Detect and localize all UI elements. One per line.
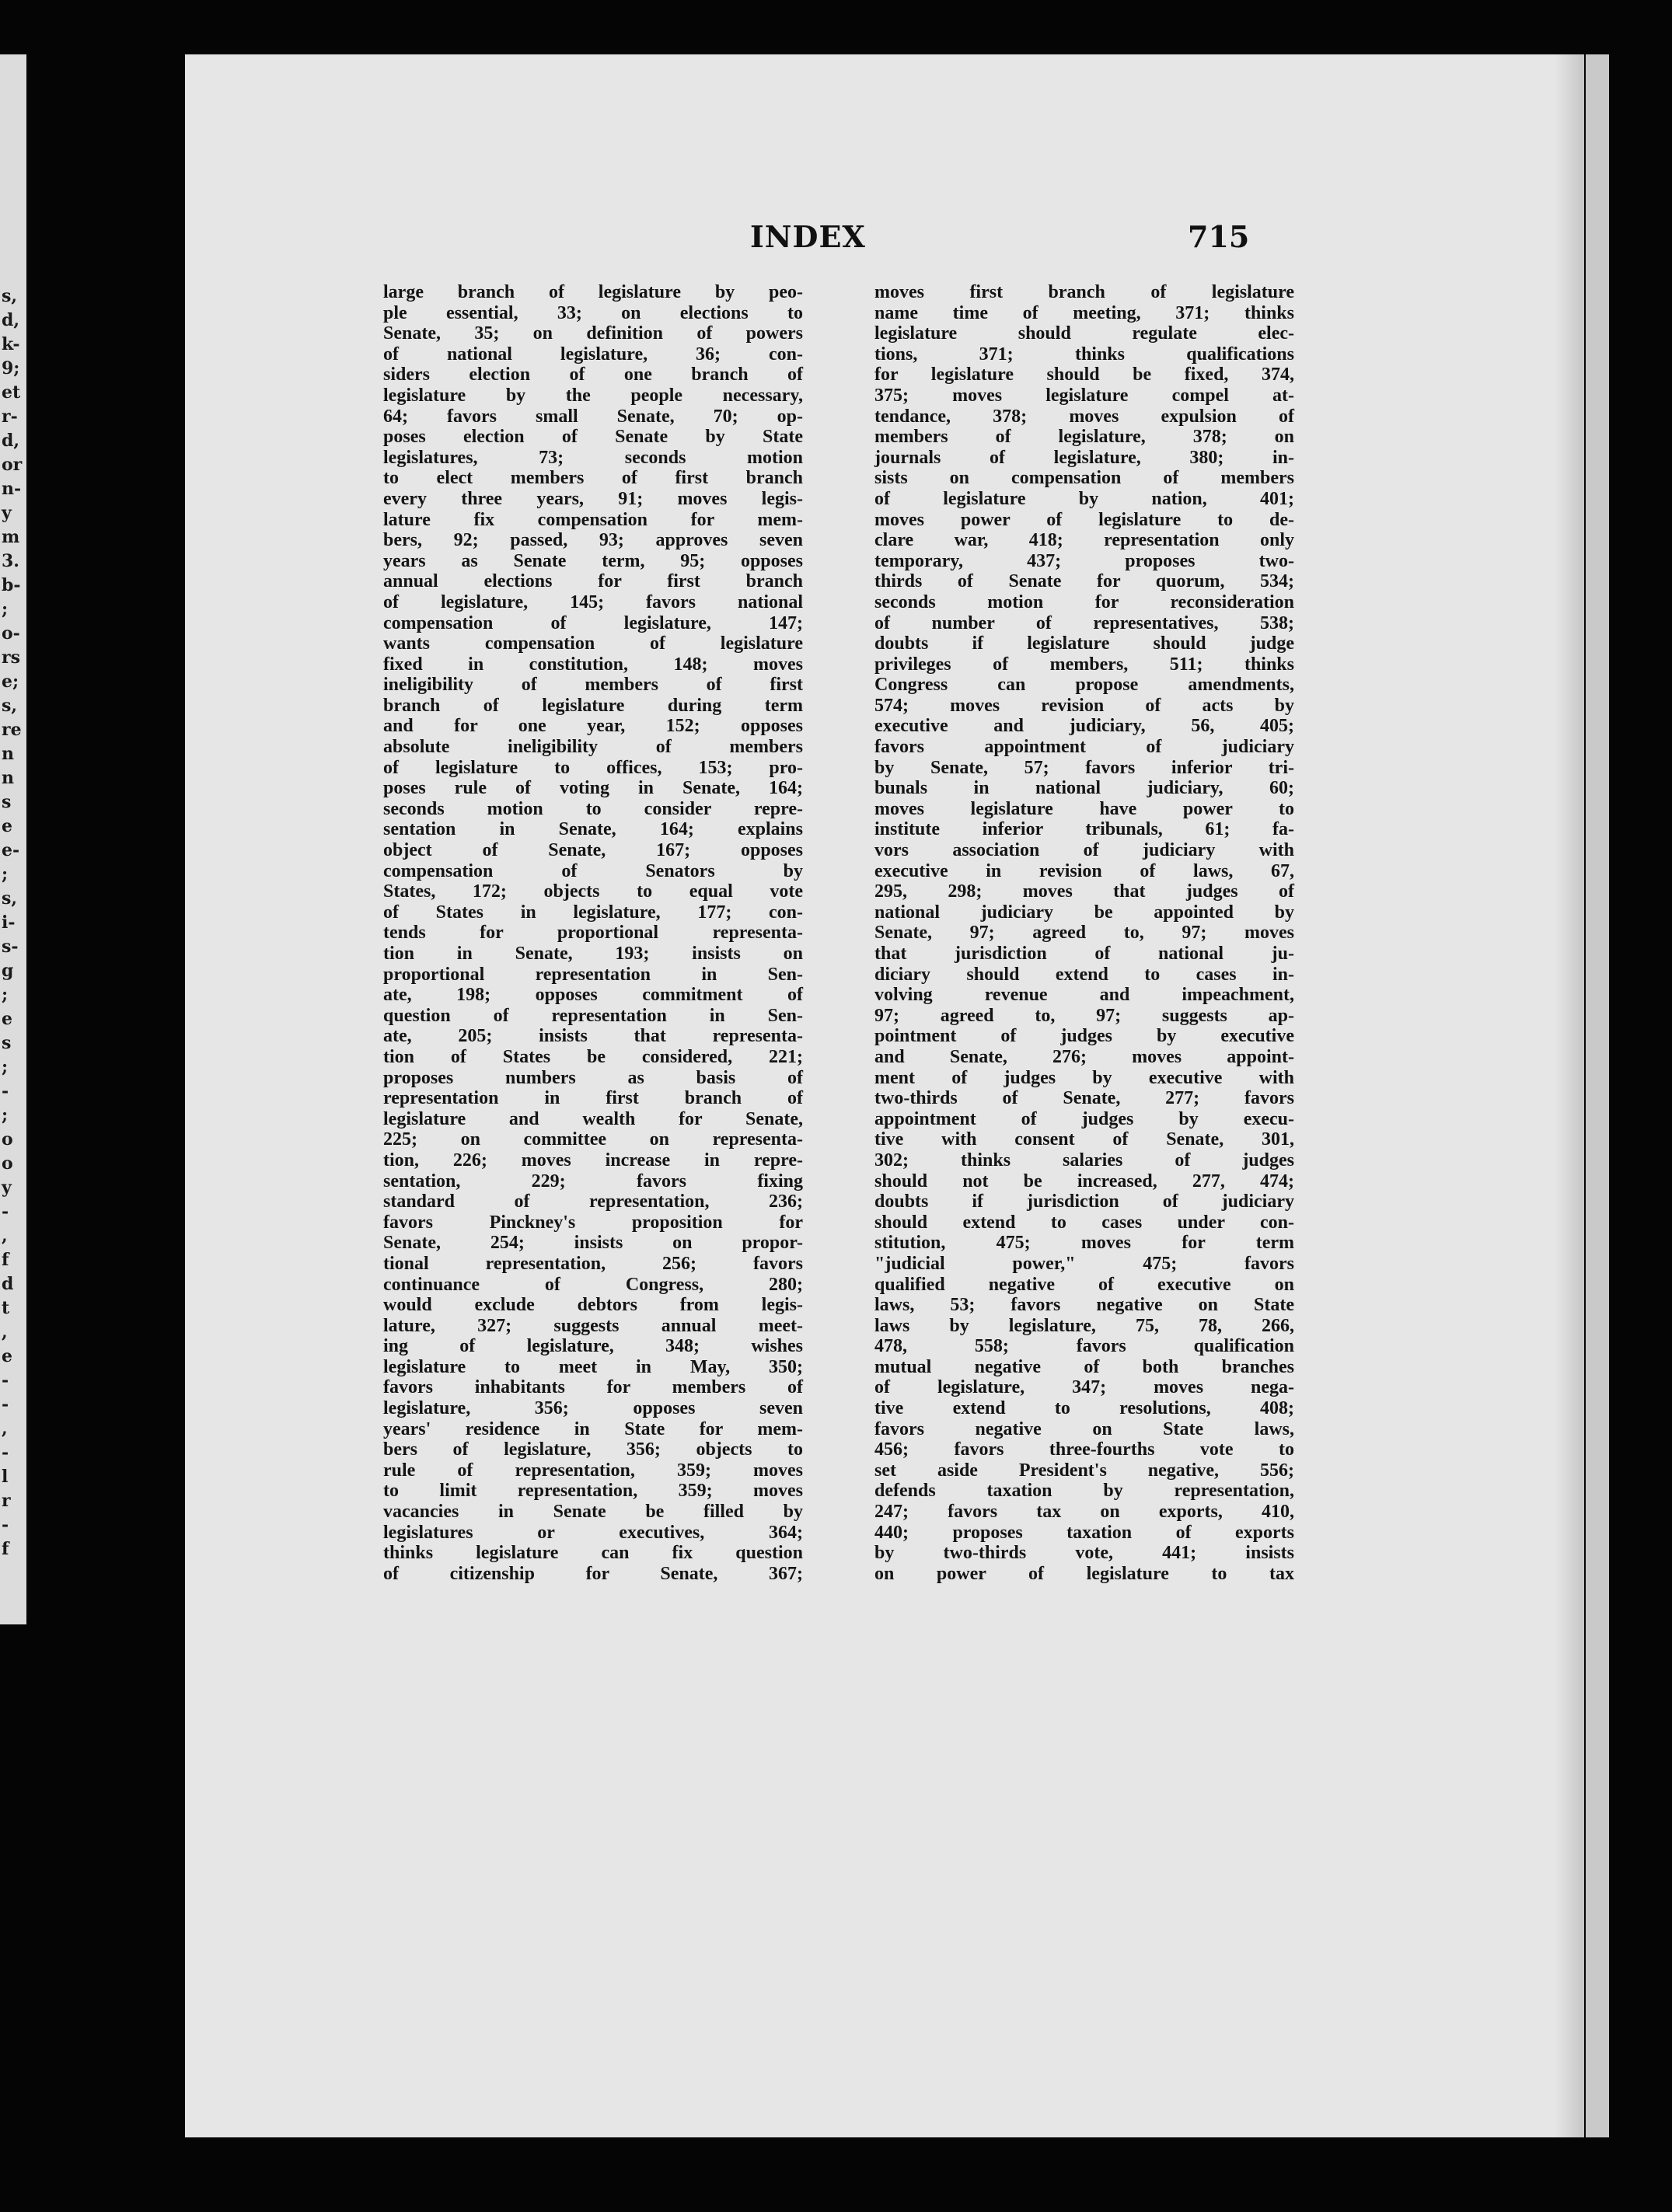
index-line: 456; favors three-fourths vote to xyxy=(874,1439,1294,1460)
margin-fragment: - xyxy=(2,1370,9,1390)
index-line: favors appointment of judiciary xyxy=(874,737,1294,758)
margin-fragment: y xyxy=(2,503,12,523)
margin-fragment: - xyxy=(2,1394,9,1415)
index-line: legislature, 356; opposes seven xyxy=(383,1398,803,1419)
margin-fragment: o xyxy=(2,1153,13,1174)
index-line: large branch of legislature by peo- xyxy=(383,282,803,302)
margin-fragment: d xyxy=(2,1274,14,1294)
margin-fragment: f xyxy=(2,1539,9,1559)
index-line: executive and judiciary, 56, 405; xyxy=(874,716,1294,737)
margin-fragment: 9; xyxy=(2,358,20,379)
index-line: clare war, 418; representation only xyxy=(874,530,1294,551)
index-line: siders election of one branch of xyxy=(383,365,803,386)
index-line: of legislature by nation, 401; xyxy=(874,488,1294,509)
margin-fragment: y xyxy=(2,1178,12,1198)
index-line: favors Pinckney's proposition for xyxy=(383,1212,803,1233)
index-line: should not be increased, 277, 474; xyxy=(874,1171,1294,1191)
index-line: standard of representation, 236; xyxy=(383,1191,803,1212)
page-header-title: INDEX xyxy=(750,219,866,254)
index-line: branch of legislature during term xyxy=(383,695,803,716)
index-line: by two-thirds vote, 441; insists xyxy=(874,1543,1294,1564)
page-gutter-shadow xyxy=(1555,54,1586,2137)
margin-fragment: s, xyxy=(2,888,18,909)
margin-fragment: k- xyxy=(2,334,20,354)
index-line: compensation of legislature, 147; xyxy=(383,612,803,633)
index-line: ple essential, 33; on elections to xyxy=(383,302,803,323)
index-line: years as Senate term, 95; opposes xyxy=(383,550,803,571)
margin-fragment: , xyxy=(2,1226,8,1246)
index-line: on power of legislature to tax xyxy=(874,1563,1294,1584)
index-line: annual elections for first branch xyxy=(383,571,803,592)
index-line: Senate, 97; agreed to, 97; moves xyxy=(874,923,1294,944)
index-line: tion in Senate, 193; insists on xyxy=(383,944,803,964)
index-line: seconds motion for reconsideration xyxy=(874,591,1294,612)
index-line: legislature and wealth for Senate, xyxy=(383,1108,803,1129)
index-line: tendance, 378; moves expulsion of xyxy=(874,406,1294,427)
index-line: institute inferior tribunals, 61; fa- xyxy=(874,819,1294,840)
index-line: members of legislature, 378; on xyxy=(874,427,1294,448)
previous-page-edge xyxy=(0,54,26,1624)
margin-fragment: s, xyxy=(2,286,18,306)
index-line: of national legislature, 36; con- xyxy=(383,344,803,365)
index-line: bers of legislature, 356; objects to xyxy=(383,1439,803,1460)
index-line: legislatures or executives, 364; xyxy=(383,1522,803,1543)
index-line: of legislature to offices, 153; pro- xyxy=(383,757,803,778)
index-line: tends for proportional representa- xyxy=(383,923,803,944)
index-line: ment of judges by executive with xyxy=(874,1067,1294,1088)
index-line: defends taxation by representation, xyxy=(874,1481,1294,1502)
index-line: legislature to meet in May, 350; xyxy=(383,1356,803,1377)
page-number: 715 xyxy=(1188,219,1250,254)
margin-fragment: r xyxy=(2,1491,11,1511)
index-line: volving revenue and impeachment, xyxy=(874,985,1294,1006)
margin-fragment: - xyxy=(2,1202,9,1222)
index-line: moves first branch of legislature xyxy=(874,282,1294,302)
index-line: laws, 53; favors negative on State xyxy=(874,1295,1294,1316)
index-line: lature, 327; suggests annual meet- xyxy=(383,1315,803,1336)
margin-fragment: rs xyxy=(2,647,20,668)
margin-fragment: e- xyxy=(2,840,20,860)
margin-fragment: m xyxy=(2,527,20,547)
book-edge xyxy=(1586,54,1609,2137)
index-line: 295, 298; moves that judges of xyxy=(874,881,1294,902)
index-line: and for one year, 152; opposes xyxy=(383,716,803,737)
index-line: seconds motion to consider repre- xyxy=(383,798,803,819)
margin-fragment: n- xyxy=(2,479,22,499)
index-line: 478, 558; favors qualification xyxy=(874,1336,1294,1357)
index-line: poses rule of voting in Senate, 164; xyxy=(383,778,803,799)
margin-fragment: t xyxy=(2,1298,10,1318)
index-line: 64; favors small Senate, 70; op- xyxy=(383,406,803,427)
index-line: tive with consent of Senate, 301, xyxy=(874,1129,1294,1150)
index-line: laws by legislature, 75, 78, 266, xyxy=(874,1315,1294,1336)
margin-fragment: f xyxy=(2,1250,9,1270)
index-line: 225; on committee on representa- xyxy=(383,1129,803,1150)
index-line: of citizenship for Senate, 367; xyxy=(383,1563,803,1584)
index-line: that jurisdiction of national ju- xyxy=(874,944,1294,964)
index-line: representation in first branch of xyxy=(383,1088,803,1109)
index-line: appointment of judges by execu- xyxy=(874,1108,1294,1129)
index-line: sentation, 229; favors fixing xyxy=(383,1171,803,1191)
index-line: 247; favors tax on exports, 410, xyxy=(874,1502,1294,1523)
margin-fragment: i- xyxy=(2,912,16,933)
margin-fragment: d, xyxy=(2,310,20,330)
index-line: fixed in constitution, 148; moves xyxy=(383,654,803,675)
index-line: absolute ineligibility of members xyxy=(383,737,803,758)
index-line: national judiciary be appointed by xyxy=(874,902,1294,923)
index-line: executive in revision of laws, 67, xyxy=(874,860,1294,881)
margin-fragment: o xyxy=(2,1129,13,1150)
index-line: "judicial power," 475; favors xyxy=(874,1253,1294,1274)
index-column-right xyxy=(874,282,1294,1584)
index-line: ing of legislature, 348; wishes xyxy=(383,1336,803,1357)
index-column-left xyxy=(383,282,803,1584)
index-line: of legislature, 347; moves nega- xyxy=(874,1377,1294,1398)
index-line: poses election of Senate by State xyxy=(383,427,803,448)
margin-fragment: r- xyxy=(2,406,18,427)
index-line: Congress can propose amendments, xyxy=(874,675,1294,696)
index-line: sists on compensation of members xyxy=(874,468,1294,489)
index-line: of legislature, 145; favors national xyxy=(383,591,803,612)
index-line: by Senate, 57; favors inferior tri- xyxy=(874,757,1294,778)
margin-fragment: s xyxy=(2,1033,12,1053)
margin-fragment: g xyxy=(2,961,14,981)
margin-fragment: , xyxy=(2,1322,8,1342)
margin-fragment: ; xyxy=(2,1057,9,1077)
margin-fragment: e xyxy=(2,1009,12,1029)
margin-fragment: s, xyxy=(2,696,18,716)
index-line: pointment of judges by executive xyxy=(874,1026,1294,1047)
index-line: 302; thinks salaries of judges xyxy=(874,1150,1294,1171)
index-line: thinks legislature can fix question xyxy=(383,1543,803,1564)
index-line: States, 172; objects to equal vote xyxy=(383,881,803,902)
index-line: wants compensation of legislature xyxy=(383,633,803,654)
index-line: legislature by the people necessary, xyxy=(383,385,803,406)
index-line: favors inhabitants for members of xyxy=(383,1377,803,1398)
index-line: Senate, 35; on definition of powers xyxy=(383,323,803,344)
index-line: 574; moves revision of acts by xyxy=(874,695,1294,716)
index-line: stitution, 475; moves for term xyxy=(874,1233,1294,1254)
margin-fragment: 3. xyxy=(2,551,19,571)
index-line: object of Senate, 167; opposes xyxy=(383,840,803,861)
index-line: would exclude debtors from legis- xyxy=(383,1295,803,1316)
index-line: legislatures, 73; seconds motion xyxy=(383,447,803,468)
margin-fragment: s xyxy=(2,792,12,812)
index-line: ate, 198; opposes commitment of xyxy=(383,985,803,1006)
index-line: tional representation, 256; favors xyxy=(383,1253,803,1274)
index-line: every three years, 91; moves legis- xyxy=(383,488,803,509)
margin-fragment: s- xyxy=(2,937,19,957)
index-line: 375; moves legislature compel at- xyxy=(874,385,1294,406)
index-line: journals of legislature, 380; in- xyxy=(874,447,1294,468)
index-line: proportional representation in Sen- xyxy=(383,964,803,985)
index-line: thirds of Senate for quorum, 534; xyxy=(874,571,1294,592)
index-line: continuance of Congress, 280; xyxy=(383,1274,803,1295)
margin-fragment: ; xyxy=(2,985,9,1005)
index-line: tion, 226; moves increase in repre- xyxy=(383,1150,803,1171)
index-line: mutual negative of both branches xyxy=(874,1356,1294,1377)
index-line: ate, 205; insists that representa- xyxy=(383,1026,803,1047)
index-line: 440; proposes taxation of exports xyxy=(874,1522,1294,1543)
margin-fragment: l xyxy=(2,1467,9,1487)
index-line: privileges of members, 511; thinks xyxy=(874,654,1294,675)
index-line: of number of representatives, 538; xyxy=(874,612,1294,633)
margin-fragment: ; xyxy=(2,864,9,884)
index-line: of States in legislature, 177; con- xyxy=(383,902,803,923)
margin-fragment: o- xyxy=(2,623,20,644)
index-line: legislature should regulate elec- xyxy=(874,323,1294,344)
index-line: proposes numbers as basis of xyxy=(383,1067,803,1088)
index-line: bunals in national judiciary, 60; xyxy=(874,778,1294,799)
index-line: lature fix compensation for mem- xyxy=(383,509,803,530)
index-line: moves legislature have power to xyxy=(874,798,1294,819)
index-line: sentation in Senate, 164; explains xyxy=(383,819,803,840)
index-line: favors negative on State laws, xyxy=(874,1418,1294,1439)
index-line: to limit representation, 359; moves xyxy=(383,1481,803,1502)
margin-fragment: e xyxy=(2,1346,12,1366)
index-line: bers, 92; passed, 93; approves seven xyxy=(383,530,803,551)
index-line: rule of representation, 359; moves xyxy=(383,1460,803,1481)
index-line: vacancies in Senate be filled by xyxy=(383,1502,803,1523)
margin-fragment: - xyxy=(2,1515,9,1535)
index-line: temporary, 437; proposes two- xyxy=(874,550,1294,571)
index-line: question of representation in Sen- xyxy=(383,1005,803,1026)
margin-fragment: n xyxy=(2,768,14,788)
margin-fragment: ; xyxy=(2,599,9,619)
index-line: tive extend to resolutions, 408; xyxy=(874,1398,1294,1419)
index-line: to elect members of first branch xyxy=(383,468,803,489)
margin-fragment: d, xyxy=(2,431,20,451)
margin-fragment: e xyxy=(2,816,12,836)
index-line: compensation of Senators by xyxy=(383,860,803,881)
index-line: doubts if jurisdiction of judiciary xyxy=(874,1191,1294,1212)
index-line: diciary should extend to cases in- xyxy=(874,964,1294,985)
margin-fragment: - xyxy=(2,1081,9,1101)
index-line: and Senate, 276; moves appoint- xyxy=(874,1046,1294,1067)
index-line: tion of States be considered, 221; xyxy=(383,1046,803,1067)
index-line: two-thirds of Senate, 277; favors xyxy=(874,1088,1294,1109)
margin-fragment: b- xyxy=(2,575,21,595)
index-line: vors association of judiciary with xyxy=(874,840,1294,861)
index-line: years' residence in State for mem- xyxy=(383,1418,803,1439)
index-line: doubts if legislature should judge xyxy=(874,633,1294,654)
margin-fragment: n xyxy=(2,744,14,764)
index-line: Senate, 254; insists on propor- xyxy=(383,1233,803,1254)
index-line: should extend to cases under con- xyxy=(874,1212,1294,1233)
margin-fragment: et xyxy=(2,382,21,403)
index-line: for legislature should be fixed, 374, xyxy=(874,365,1294,386)
index-line: name time of meeting, 371; thinks xyxy=(874,302,1294,323)
margin-fragment: or xyxy=(2,455,23,475)
index-line: 97; agreed to, 97; suggests ap- xyxy=(874,1005,1294,1026)
margin-fragment: - xyxy=(2,1443,9,1463)
margin-fragment: re xyxy=(2,720,22,740)
index-line: set aside President's negative, 556; xyxy=(874,1460,1294,1481)
margin-fragment: , xyxy=(2,1418,8,1439)
index-line: tions, 371; thinks qualifications xyxy=(874,344,1294,365)
index-line: ineligibility of members of first xyxy=(383,675,803,696)
margin-fragment: ; xyxy=(2,1105,9,1125)
index-line: moves power of legislature to de- xyxy=(874,509,1294,530)
margin-fragment: e; xyxy=(2,672,19,692)
index-line: qualified negative of executive on xyxy=(874,1274,1294,1295)
